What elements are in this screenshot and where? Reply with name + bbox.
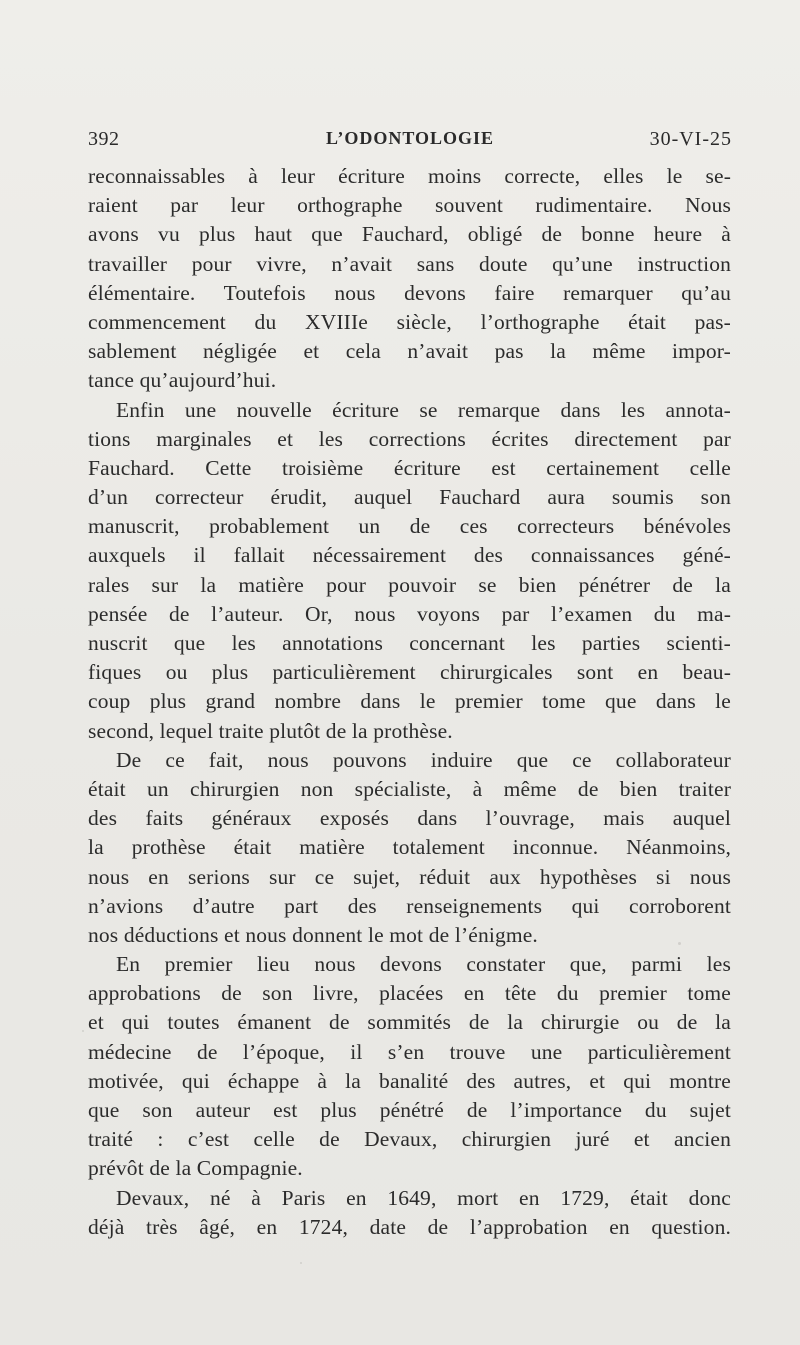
page-number: 392 [88,128,120,150]
running-title: L’ODONTOLOGIE [325,128,495,148]
text-line: commencement du XVIIIe siècle, l’orthographe était pas- [88,309,731,334]
text-line: était un chirurgien non spécialiste, à même de bien traiter [88,776,731,801]
text-line: rales sur la matière pour pouvoir se bien pénétrer de la [88,572,731,597]
text-line: travailler pour vivre, n’avait sans doute qu’une instruction [88,251,731,276]
text-line: Fauchard. Cette troisième écriture est certainement celle [88,455,731,480]
text-line: motivée, qui échappe à la banalité des autres, et qui montre [88,1068,731,1093]
text-line: n’avions d’autre part des renseignements qui corroborent [88,893,731,918]
text-line: médecine de l’époque, il s’en trouve une particulièrement [88,1039,731,1064]
text-line: des faits généraux exposés dans l’ouvrage, mais auquel [88,806,731,831]
text-line: élémentaire. Toutefois nous devons faire remarquer qu’au [88,280,731,305]
paragraph-start-line: Enfin une nouvelle écriture se remarque dans les annota- [116,397,731,422]
page-header [88,128,732,158]
text-line: pensée de l’auteur. Or, nous voyons par l’examen du ma- [88,601,731,626]
text-line: et qui toutes émanent de sommités de la chirurgie ou de la [88,1010,731,1035]
text-line: fiques ou plus particulièrement chirurgicales sont en beau- [88,660,731,685]
text-line: nuscrit que les annotations concernant les parties scienti- [88,631,731,655]
issue-date: 30-VI-25 [649,128,732,150]
paragraph-start-line: De ce fait, nous pouvons induire que ce collaborateur [116,747,731,772]
paragraph-start-line: En premier lieu nous devons constater que, parmi les [116,952,731,977]
text-line: manuscrit, probablement un de ces correcteurs bénévoles [88,514,731,539]
text-line: reconnaissables à leur écriture moins correcte, elles le se- [88,164,731,188]
text-line: auxquels il fallait nécessairement des connaissances géné- [88,543,731,568]
text-line: tance qu’aujourd’hui. [88,368,277,393]
text-line: d’un correcteur érudit, auquel Fauchard aura soumis son [88,485,731,510]
text-line: que son auteur est plus pénétré de l’importance du sujet [88,1098,731,1122]
text-line: second, lequel traite plutôt de la prothèse. [88,718,453,743]
text-line: traité : c’est celle de Devaux, chirurgien juré et ancien [88,1127,731,1152]
text-line: sablement négligée et cela n’avait pas la même impor- [88,339,731,364]
paper-speck [678,942,681,945]
text-line: approbations de son livre, placées en tête du premier tome [88,981,731,1006]
text-line: raient par leur orthographe souvent rudimentaire. Nous [88,193,731,218]
text-line: tions marginales et les corrections écrites directement par [88,426,731,451]
text-line: prévôt de la Compagnie. [88,1156,303,1181]
text-line: coup plus grand nombre dans le premier tome que dans le [88,689,731,714]
paragraph-start-line: Devaux, né à Paris en 1649, mort en 1729, était donc [116,1185,731,1210]
paper-speck [82,1030,84,1032]
body-text [88,162,731,1242]
text-line: nos déductions et nous donnent le mot de l’énigme. [88,922,538,947]
text-line: nous en serions sur ce sujet, réduit aux hypothèses si nous [88,864,731,889]
paper-speck [300,1262,302,1264]
text-line: la prothèse était matière totalement inconnue. Néanmoins, [88,835,731,860]
text-line: avons vu plus haut que Fauchard, obligé de bonne heure à [88,222,731,247]
text-line: déjà très âgé, en 1724, date de l’approbation en question. [88,1214,731,1239]
